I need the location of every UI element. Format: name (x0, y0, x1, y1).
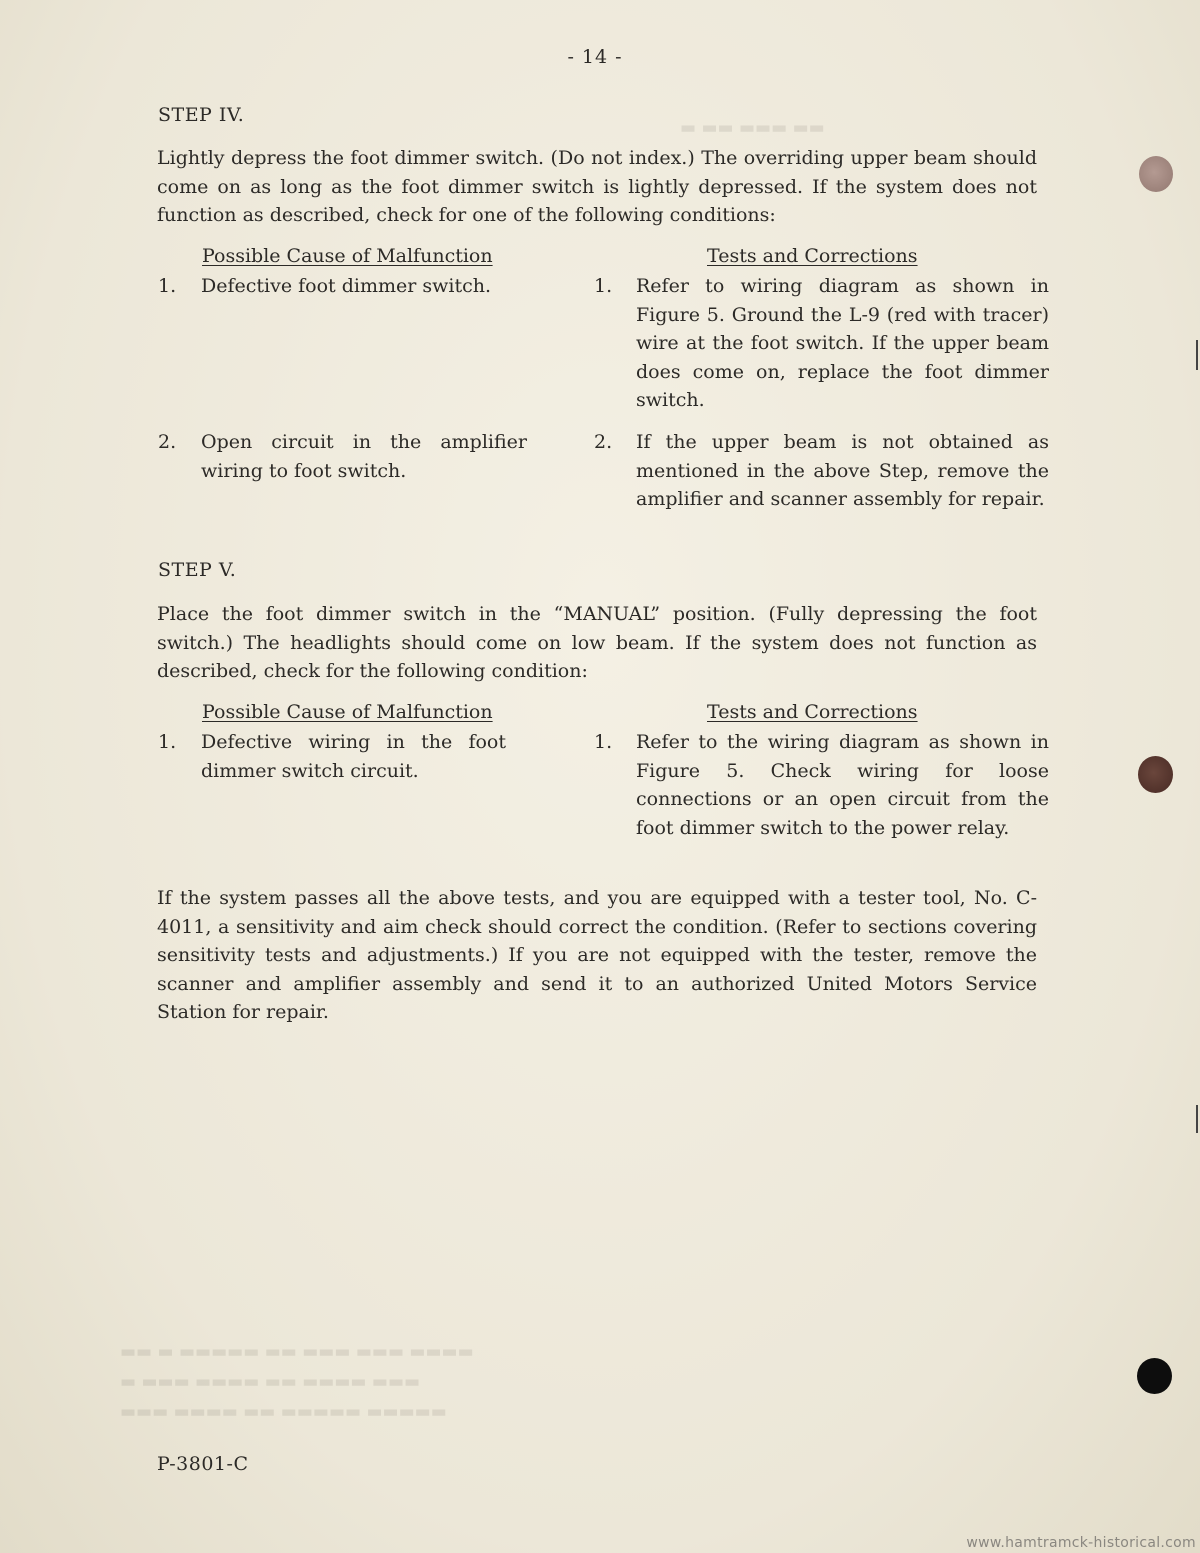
test-number: 2. (594, 431, 613, 453)
watermark: www.hamtramck-historical.com (966, 1535, 1196, 1551)
step-iv-paragraph: Lightly depress the foot dimmer switch. (Do not index.) The overriding upper beam should come on as long as the foot dimmer switch is lightly depressed. If the system does not function as described, check for one of the following conditions: (157, 147, 1037, 226)
bleed-through-text: ▬▬▬ ▬▬▬▬ ▬▬ ▬▬▬▬▬ ▬▬▬▬▬ (120, 1402, 447, 1422)
punch-hole-middle (1138, 756, 1173, 793)
cause-text: Defective wiring in the foot dimmer switch circuit. (201, 731, 506, 782)
test-number: 1. (594, 731, 613, 753)
test-number: 1. (594, 275, 613, 297)
step-iv-cause-column-header: Possible Cause of Malfunction (202, 245, 493, 267)
test-text: Refer to the wiring diagram as shown in Figure 5. Check wiring for loose connections or an open circuit from the foot dimmer switch to the power relay. (636, 731, 1049, 839)
step-v-paragraph: Place the foot dimmer switch in the “MANUAL” position. (Fully depressing the foot switch.) The headlights should come on low beam. If the system does not function as described, check for the following condition: (157, 603, 1037, 682)
step-v-heading: STEP V. (158, 559, 237, 581)
test-text: Refer to wiring diagram as shown in Figure 5. Ground the L-9 (red with tracer) wire at the foot switch. If the upper beam does come on, replace the foot dimmer switch. (636, 275, 1049, 411)
edge-mark (1196, 1105, 1198, 1133)
step-v-cause-column-header: Possible Cause of Malfunction (202, 701, 493, 723)
step-iv-tests-column-header: Tests and Corrections (707, 245, 918, 267)
cause-number: 1. (158, 731, 177, 753)
cause-text: Open circuit in the amplifier wiring to foot switch. (201, 431, 527, 482)
cause-text: Defective foot dimmer switch. (201, 275, 491, 297)
bleed-through-text: ▬ ▬▬▬ ▬▬▬▬ ▬▬ ▬▬▬▬ ▬▬▬ (120, 1372, 421, 1392)
document-code: P-3801-C (157, 1453, 249, 1475)
punch-hole-top (1139, 156, 1173, 192)
test-text: If the upper beam is not obtained as mentioned in the above Step, remove the amplifier and scanner assembly for repair. (636, 431, 1049, 510)
bleed-through-text: ▬ ▬▬ ▬▬▬ ▬▬ (680, 118, 825, 138)
page-number: - 14 - (567, 46, 623, 68)
cause-number: 2. (158, 431, 177, 453)
punch-hole-bottom (1137, 1358, 1172, 1394)
edge-mark (1196, 340, 1198, 370)
bleed-through-text: ▬▬ ▬ ▬▬▬▬▬ ▬▬ ▬▬▬ ▬▬▬ ▬▬▬▬ (120, 1342, 474, 1362)
closing-paragraph: If the system passes all the above tests, and you are equipped with a tester tool, No. C-4011, a sensitivity and aim check should correct the condition. (Refer to sections covering sensitivity tests and adjustments.) If you are not equipped with the tester, remove the scanner and amplifier assembly and send it to an authorized United Motors Service Station for repair. (157, 887, 1037, 1023)
cause-number: 1. (158, 275, 177, 297)
step-v-tests-column-header: Tests and Corrections (707, 701, 918, 723)
step-iv-heading: STEP IV. (158, 104, 245, 126)
